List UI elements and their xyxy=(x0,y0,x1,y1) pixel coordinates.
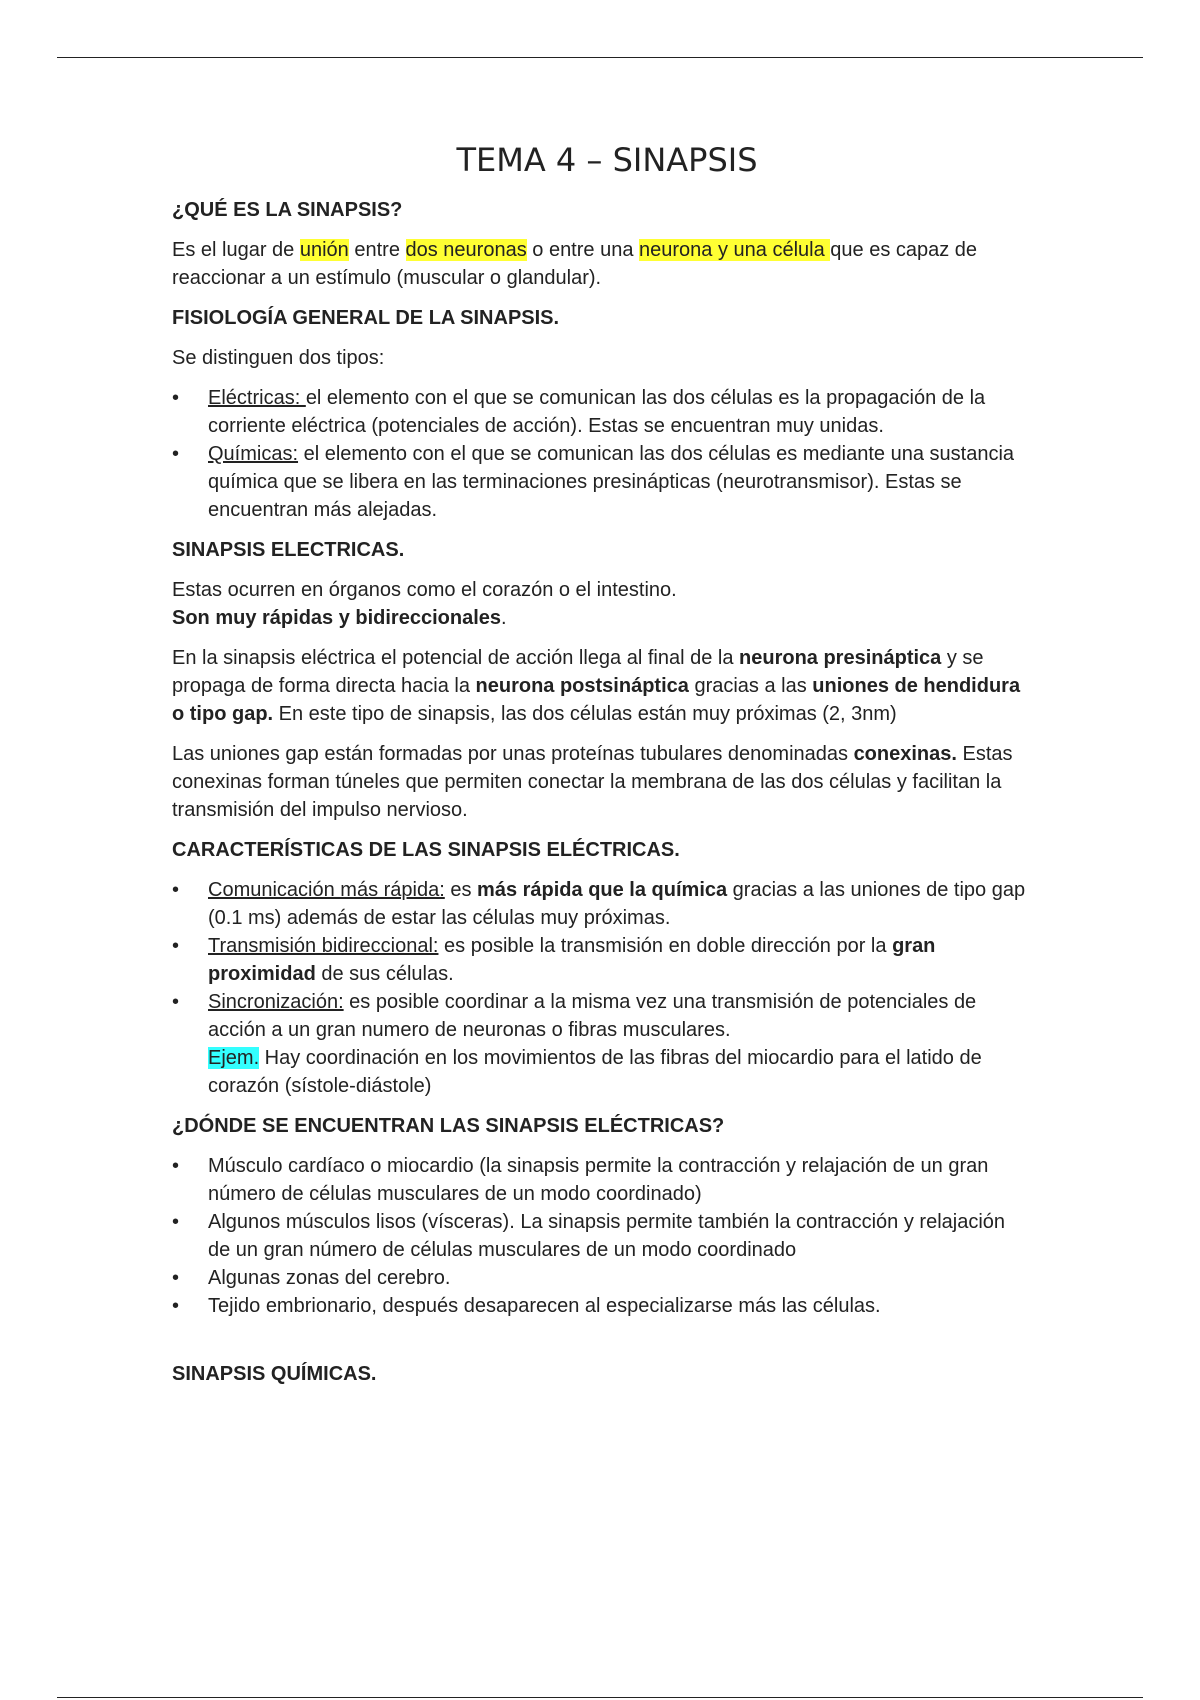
list-item: • Tejido embrionario, después desaparecen al especializarse más las células. xyxy=(172,1292,1032,1320)
list-item: • Algunos músculos lisos (vísceras). La sinapsis permite también la contracción y relajación de un gran número de células musculares de un modo coordinado xyxy=(172,1208,1032,1264)
paragraph: Las uniones gap están formadas por unas proteínas tubulares denominadas conexinas. Estas conexinas forman túneles que permiten conectar la membrana de las dos células y facilitan la transmisión del impulso nervioso. xyxy=(172,743,1013,821)
list-item: • Eléctricas: el elemento con el que se comunican las dos células es la propagación de la corriente eléctrica (potenciales de acción). Estas se encuentran muy unidas. xyxy=(172,384,1032,440)
page-bottom-rule xyxy=(57,1697,1143,1698)
section-heading: SINAPSIS ELECTRICAS. xyxy=(172,539,405,561)
highlight: neurona y una célula xyxy=(639,239,831,261)
section-heading: SINAPSIS QUÍMICAS. xyxy=(172,1363,377,1385)
paragraph: Estas ocurren en órganos como el corazón o el intestino. Son muy rápidas y bidireccionales. xyxy=(172,579,677,629)
list-item: • Transmisión bidireccional: es posible la transmisión en doble dirección por la gran proximidad de sus células. xyxy=(172,932,1032,988)
highlight: Ejem. xyxy=(208,1047,260,1069)
definition-paragraph: Es el lugar de unión entre dos neuronas o entre una neurona y una célula que es capaz de reaccionar a un estímulo (muscular o glandular). xyxy=(172,239,978,289)
section-donde xyxy=(172,1112,1032,1320)
bullet-list xyxy=(172,384,1032,524)
section-sinapsis-electricas xyxy=(172,536,1032,824)
list-item: • Sincronización: es posible coordinar a la misma vez una transmisión de potenciales de acción a un gran numero de neuronas o fibras musculares. Ejem. Hay coordinación en los movimientos de las fibras del miocardio para el latido de corazón (sístole-diástole) xyxy=(172,988,1032,1100)
section-heading: CARACTERÍSTICAS DE LAS SINAPSIS ELÉCTRICAS. xyxy=(172,839,680,861)
term: Químicas: xyxy=(208,443,299,465)
list-item: • Químicas: el elemento con el que se comunican las dos células es mediante una sustancia química que se libera en las terminaciones presinápticas (neurotransmisor). Estas se encuentran más alejadas. xyxy=(172,440,1032,524)
bullet-list xyxy=(172,1152,1032,1320)
document-body xyxy=(172,138,1032,1400)
paragraph: En la sinapsis eléctrica el potencial de acción llega al final de la neurona presináptica y se propaga de forma directa hacia la neurona postsináptica gracias a las uniones de hendidura o tipo gap. En este tipo de sinapsis, las dos células están muy próximas (2, 3nm) xyxy=(172,647,1021,725)
document-title: TEMA 4 – SINAPSIS xyxy=(456,141,758,179)
section-caracteristicas xyxy=(172,836,1032,1100)
list-item: • Comunicación más rápida: es más rápida que la química gracias a las uniones de tipo gap (0.1 ms) además de estar las células muy próximas. xyxy=(172,876,1032,932)
term: Comunicación más rápida: xyxy=(208,879,445,901)
list-item: • Algunas zonas del cerebro. xyxy=(172,1264,1032,1292)
section-que-es xyxy=(172,196,1032,292)
page-top-rule xyxy=(57,57,1143,58)
highlight: unión xyxy=(299,239,349,261)
list-item: • Músculo cardíaco o miocardio (la sinapsis permite la contracción y relajación de un gran número de células musculares de un modo coordinado) xyxy=(172,1152,1032,1208)
section-heading: ¿DÓNDE SE ENCUENTRAN LAS SINAPSIS ELÉCTRICAS? xyxy=(172,1115,725,1137)
term: Transmisión bidireccional: xyxy=(208,935,439,957)
blank-line xyxy=(172,1332,1032,1360)
section-fisiologia xyxy=(172,304,1032,524)
term: Eléctricas: xyxy=(208,387,306,409)
bullet-list xyxy=(172,876,1032,1100)
section-sinapsis-quimicas xyxy=(172,1360,1032,1388)
term: Sincronización: xyxy=(208,991,344,1013)
section-heading: ¿QUÉ ES LA SINAPSIS? xyxy=(172,199,403,221)
intro-paragraph: Se distinguen dos tipos: xyxy=(172,347,385,369)
highlight: dos neuronas xyxy=(405,239,527,261)
section-heading: FISIOLOGÍA GENERAL DE LA SINAPSIS. xyxy=(172,307,560,329)
